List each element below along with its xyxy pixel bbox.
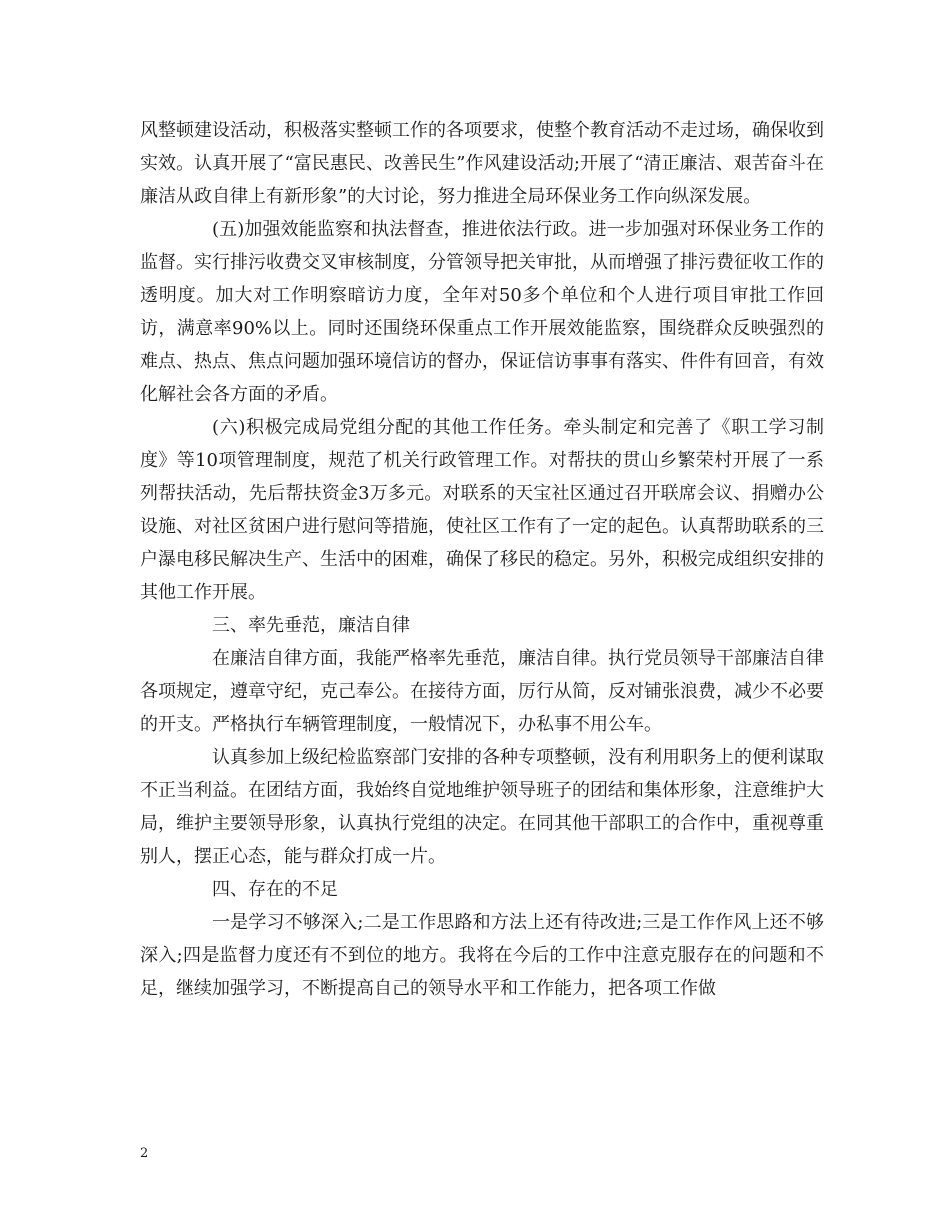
section-heading-shortcomings: 四、存在的不足 <box>212 879 338 900</box>
document-body <box>140 114 824 1005</box>
paragraph-efficiency-supervision: (五)加强效能监察和执法督查，推进依法行政。进一步加强对环保业务工作的监督。实行排污收费交叉审核制度，分管领导把关审批，从而增强了排污费征收工作的透明度。加大对工作明察暗访力度，全年对50多个单位和个人进行项目审批工作回访，满意率90%以上。同时还围绕环保重点工作开展效能监察，围绕群众反映强烈的难点、热点、焦点问题加强环境信访的督办，保证信访事事有落实、件件有回音，有效化解社会各方面的矛盾。 <box>140 219 824 405</box>
section-heading-integrity: 三、率先垂范，廉洁自律 <box>212 615 410 636</box>
paragraph-shortcomings: 一是学习不够深入;二是工作思路和方法上还有待改进;三是工作作风上还不够深入;四是监督力度还有不到位的地方。我将在今后的工作中注意克服存在的问题和不足，继续加强学习，不断提高自己的领导水平和工作能力，把各项工作做 <box>140 912 824 999</box>
paragraph-continuation: 风整顿建设活动，积极落实整顿工作的各项要求，使整个教育活动不走过场，确保收到实效。认真开展了“富民惠民、改善民生”作风建设活动;开展了“清正廉洁、艰苦奋斗在廉洁从政自律上有新形象”的大讨论，努力推进全局环保业务工作向纵深发展。 <box>140 120 824 207</box>
paragraph-other-tasks: (六)积极完成局党组分配的其他工作任务。牵头制定和完善了《职工学习制度》等10项管理制度，规范了机关行政管理工作。对帮扶的贯山乡繁荣村开展了一系列帮扶活动，先后帮扶资金3万多元。对联系的天宝社区通过召开联席会议、捐赠办公设施、对社区贫困户进行慰问等措施，使社区工作有了一定的起色。认真帮助联系的三户瀑电移民解决生产、生活中的困难，确保了移民的稳定。另外，积极完成组织安排的其他工作开展。 <box>140 417 824 603</box>
paragraph-unity: 认真参加上级纪检监察部门安排的各种专项整顿，没有利用职务上的便利谋取不正当利益。在团结方面，我始终自觉地维护领导班子的团结和集体形象，注意维护大局，维护主要领导形象，认真执行党组的决定。在同其他干部职工的合作中，重视尊重别人，摆正心态，能与群众打成一片。 <box>140 747 824 867</box>
page-number: 2 <box>140 1146 149 1161</box>
paragraph-integrity: 在廉洁自律方面，我能严格率先垂范，廉洁自律。执行党员领导干部廉洁自律各项规定，遵章守纪，克己奉公。在接待方面，厉行从简，反对铺张浪费，减少不必要的开支。严格执行车辆管理制度，一般情况下，办私事不用公车。 <box>140 648 824 735</box>
